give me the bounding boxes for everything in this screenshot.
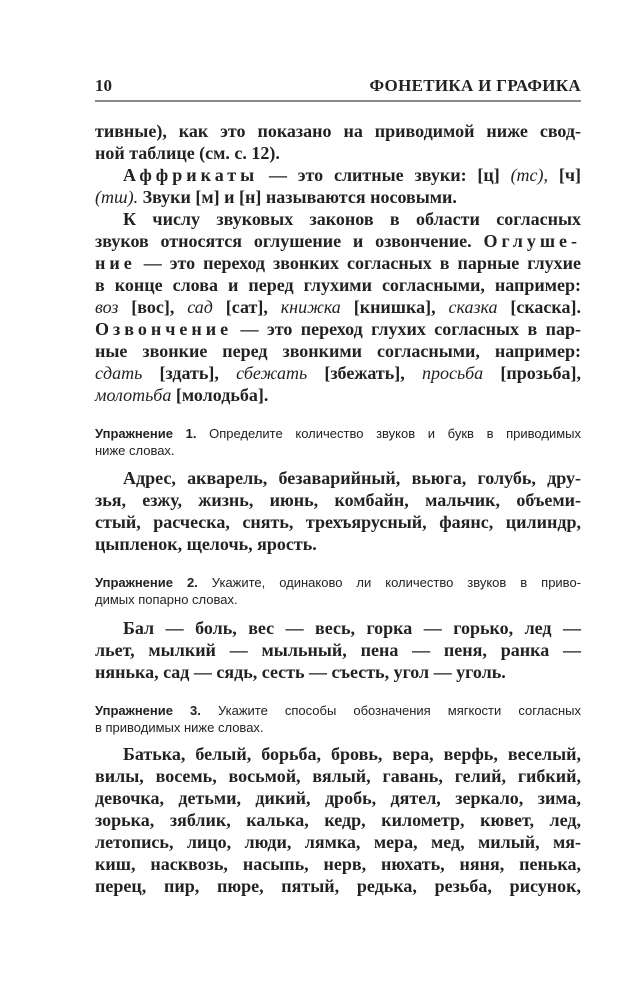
exercise-label: Упражнение 3. [95, 703, 218, 718]
text-line [95, 274, 581, 296]
exercise-3-task [95, 702, 581, 736]
word-list-line: Батька, белый, борьба, бровь, вера, верфь, веселый, [123, 744, 581, 764]
text-segment: — это переход глухих согласных в пар- [232, 319, 581, 339]
example-word: (тс), [510, 165, 549, 185]
exercise-label: Упражнение 2. [95, 575, 212, 590]
exercise-task-line [95, 442, 581, 459]
word-list-line: летопись, лицо, люди, лямка, мера, мед, милый, мя- [95, 832, 581, 852]
text-line [95, 230, 581, 252]
word-list-line: Бал — боль, вес — весь, горка — горько, лед — [123, 618, 581, 638]
term: Озвончение [95, 319, 233, 339]
text-segment: [вос], [118, 297, 188, 317]
exercise-task-text: димых попарно словах. [95, 592, 238, 607]
page-number: 10 [95, 76, 112, 95]
text-line [95, 208, 581, 230]
exercise-task-line [95, 425, 581, 442]
exercise-2-words [95, 617, 581, 683]
text-segment: [скаска]. [497, 297, 582, 317]
section-title: ФОНЕТИКА И ГРАФИКА [369, 76, 581, 95]
text-segment: звуков относятся оглушение и озвончение. [95, 231, 484, 251]
text-segment: [книшка], [340, 297, 449, 317]
exercise-3-words [95, 743, 581, 897]
exercise-task-text: ниже словах. [95, 443, 175, 458]
example-word: сказка [448, 297, 498, 317]
text-line [95, 186, 581, 208]
word-list-line: нянька, сад — сядь, сесть — съесть, угол — уголь. [95, 662, 506, 682]
exercise-task-line [95, 591, 581, 608]
word-list-line: стый, расческа, снять, трехъярусный, фаянс, цилиндр, [95, 512, 581, 532]
example-word: молотьба [95, 385, 172, 405]
text-segment: [здать], [142, 363, 237, 383]
example-word: сбежать [236, 363, 308, 383]
word-list-line: цыпленок, щелочь, ярость. [95, 534, 317, 554]
text-segment: К числу звуковых законов в области согласных [123, 209, 581, 229]
term: Оглуше- [483, 231, 581, 251]
example-word: сад [187, 297, 213, 317]
text-segment: — это слитные звуки: [ц] [258, 165, 511, 185]
exercise-task-text: Укажите, одинаково ли количество звуков в приво- [211, 575, 582, 590]
exercise-task-text: Укажите способы обозначения мягкости согласных [217, 703, 581, 718]
term: Аффрикаты [123, 165, 259, 185]
body-text [95, 120, 581, 406]
exercise-1-words [95, 467, 581, 555]
header-rule [95, 100, 581, 102]
exercise-label: Упражнение 1. [95, 426, 210, 441]
text-line [95, 164, 581, 186]
text-segment: в конце слова и перед глухими согласными, например: [95, 275, 581, 295]
text-line [95, 384, 581, 406]
text-segment: ной таблице (см. с. 12). [95, 143, 280, 163]
example-word: (тш). [95, 187, 139, 207]
text-line [95, 318, 581, 340]
example-word: просьба [421, 363, 484, 383]
word-list-line: киш, насквозь, насыпь, нерв, нюхать, няня, пенька, [95, 854, 581, 874]
exercise-1-task [95, 425, 581, 459]
text-segment: [ч] [548, 165, 581, 185]
text-segment: [молодьба]. [171, 385, 269, 405]
running-header [95, 76, 581, 98]
text-segment: тивные), как это показано на приводимой ниже свод- [95, 121, 581, 141]
word-list-line: вилы, восемь, восьмой, вялый, гавань, гелий, гибкий, [95, 766, 581, 786]
text-line [95, 362, 581, 384]
exercise-task-text: в приводимых ниже словах. [95, 720, 264, 735]
example-word: книжка [280, 297, 341, 317]
text-line [95, 120, 581, 142]
text-line [95, 142, 581, 164]
word-list-line: девочка, детьми, дикий, дробь, дятел, зеркало, зима, [95, 788, 581, 808]
text-segment: Звуки [м] и [н] называются носовыми. [138, 187, 457, 207]
word-list-line: Адрес, акварель, безаварийный, вьюга, голубь, дру- [123, 468, 581, 488]
example-word: воз [95, 297, 119, 317]
text-line [95, 296, 581, 318]
exercise-task-line [95, 574, 581, 591]
exercise-task-text: Определите количество звуков и букв в приводимых [209, 426, 581, 441]
word-list-line: зья, езжу, жизнь, июнь, комбайн, мальчик, объеми- [95, 490, 581, 510]
text-segment: [збежать], [307, 363, 422, 383]
exercise-2-task [95, 574, 581, 608]
text-line [95, 252, 581, 274]
text-segment: [прозьба], [483, 363, 582, 383]
word-list-line: перец, пир, пюре, пятый, редька, резьба, рисунок, [95, 876, 581, 896]
word-list-line: зорька, зяблик, калька, кедр, километр, кювет, лед, [95, 810, 581, 830]
word-list-line: льет, мылкий — мыльный, пена — пеня, ранка — [95, 640, 581, 660]
example-word: сдать [95, 363, 143, 383]
text-segment: — это переход звонких согласных в парные глухие [135, 253, 581, 273]
text-segment: [сат], [212, 297, 281, 317]
exercise-task-line [95, 719, 581, 736]
term: ние [95, 253, 136, 273]
text-line [95, 340, 581, 362]
text-segment: ные звонкие перед звонкими согласными, например: [95, 341, 581, 361]
exercise-task-line [95, 702, 581, 719]
